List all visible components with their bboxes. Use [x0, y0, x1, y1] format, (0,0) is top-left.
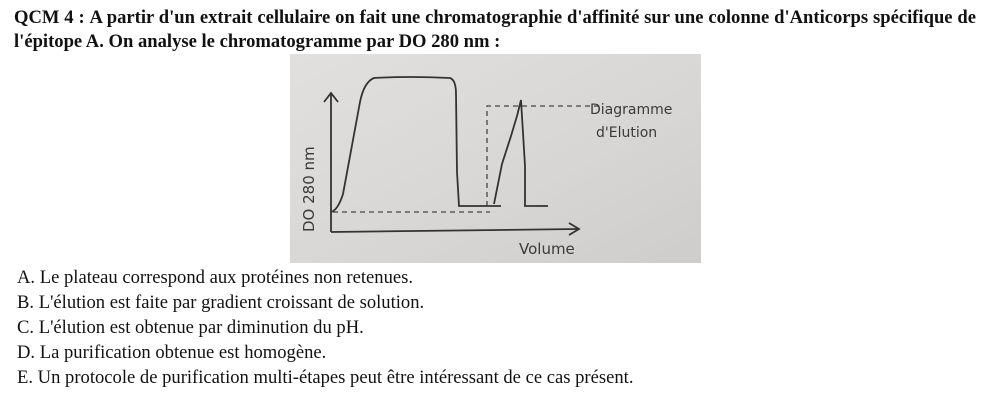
answer-e[interactable]: [17, 365, 633, 390]
answer-e-letter: E.: [17, 367, 34, 388]
answer-a-text: Le plateau correspond aux protéines non retenues.: [39, 267, 414, 288]
answer-b[interactable]: [17, 290, 633, 315]
annotation-line-1: Diagramme: [590, 102, 673, 118]
answer-d-letter: D.: [17, 342, 36, 363]
question-number: QCM 4 :: [14, 7, 85, 28]
question-statement: A partir d'un extrait cellulaire on fait une chromatographie d'affinité sur une colonne d'Anticorps spécifique de l'épitope A. On analyse le chromatogramme par DO 280 nm :: [14, 7, 976, 52]
answer-a-letter: A.: [17, 267, 36, 288]
y-axis-label: DO 280 nm: [300, 146, 318, 232]
answer-b-text: L'élution est faite par gradient croissant de solution.: [38, 292, 425, 313]
x-axis-label: Volume: [519, 240, 575, 258]
answer-c-letter: C.: [17, 317, 35, 338]
answer-d[interactable]: [17, 340, 633, 365]
answer-d-text: La purification obtenue est homogène.: [39, 342, 327, 363]
answer-c-text: L'élution est obtenue par diminution du pH.: [38, 317, 364, 338]
annotation-line-2: d'Elution: [596, 125, 658, 141]
answer-a[interactable]: [17, 265, 633, 290]
chromatogram-photo: [290, 54, 701, 263]
answer-list: [17, 265, 633, 390]
chromatogram-drawing: [290, 54, 701, 263]
answer-b-letter: B.: [17, 292, 35, 313]
answer-e-text: Un protocole de purification multi-étapes peut être intéressant de ce cas présent.: [37, 367, 634, 388]
answer-c[interactable]: [17, 315, 633, 340]
question-text: [14, 6, 976, 54]
